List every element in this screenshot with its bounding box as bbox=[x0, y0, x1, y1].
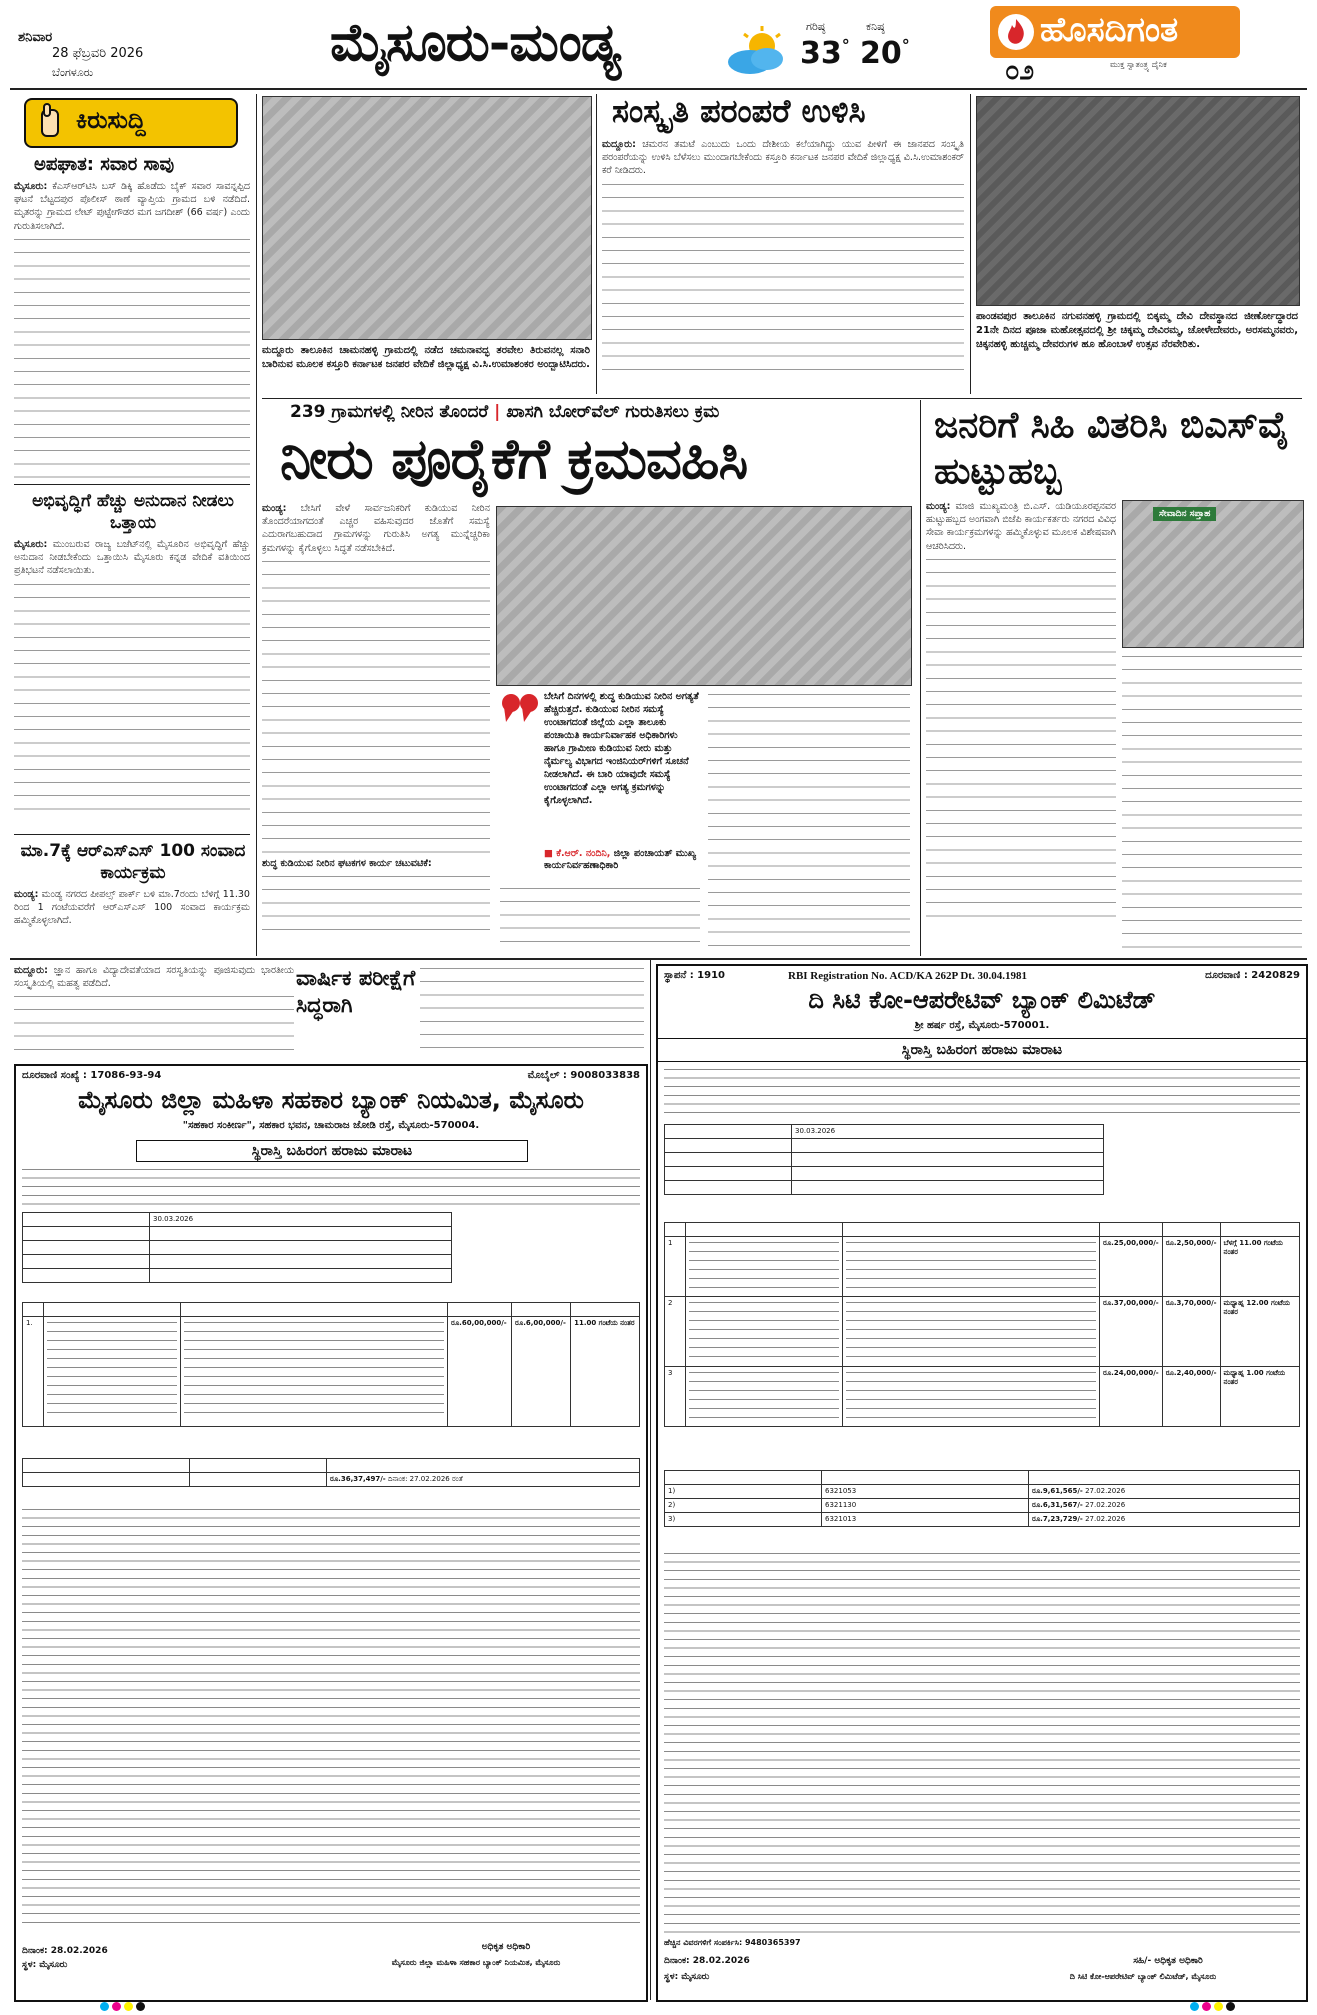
neeru-col3 bbox=[708, 690, 910, 948]
day-label: ಶನಿವಾರ bbox=[18, 30, 53, 45]
ad-right-phone: ದೂರವಾಣಿ : 2420829 bbox=[1205, 970, 1300, 981]
hand-icon bbox=[30, 102, 70, 142]
ad-left-dues-date: ದಿನಾಂಕ: 27.02.2026 ರಂತೆ bbox=[387, 1475, 463, 1483]
sanskruti-title: ಸಂಸ್ಕೃತಿ ಪರಂಪರೆ ಉಳಿಸಿ bbox=[612, 92, 866, 130]
ad-right-row2-reserve: ರೂ.37,00,000/- bbox=[1100, 1297, 1163, 1367]
kirusuddi-label: ಕಿರುಸುದ್ದಿ bbox=[76, 106, 146, 134]
ad-right-officer: ಸಹಿ/- ಅಧಿಕೃತ ಅಧಿಕಾರಿ bbox=[1133, 1956, 1203, 1966]
story3-dateline: ಮಂಡ್ಯ: bbox=[14, 889, 39, 900]
ad-left-time: 11.00 ಗಂಟೆಯ ನಂತರ bbox=[571, 1317, 640, 1427]
neeru-title: ನೀರು ಪೂರೈಕೆಗೆ ಕ್ರಮವಹಿಸಿ bbox=[280, 426, 748, 492]
ad-right-dues-table: 1) 6321053 ರೂ.9,61,565/- 27.02.2026 2) 6321130 ರೂ.6,31,567/- 27.02.2026 3) 6321013 ರೂ.7,23,729/- 27.02.2026 bbox=[664, 1470, 1300, 1527]
bsy-col1 bbox=[926, 500, 1116, 950]
vaarshika-right-filler bbox=[420, 964, 644, 1060]
ad-right-schedule bbox=[664, 1124, 1104, 1195]
ad-left-officer-bank: ಮೈಸೂರು ಜಿಲ್ಲಾ ಮಹಿಳಾ ಸಹಕಾರ ಬ್ಯಾಂಕ್ ನಿಯಮಿತ, ಮೈಸೂರು bbox=[391, 1958, 561, 1967]
ad-right-row1-emd: ರೂ.2,50,000/- bbox=[1162, 1237, 1220, 1297]
max-temp-value: 33 bbox=[800, 36, 842, 71]
neeru-kicker-right: ಖಾಸಗಿ ಬೋರ್‌ವೆಲ್ ಗುರುತಿಸಲು ಕ್ರಮ bbox=[506, 402, 720, 422]
vaarshika-left-filler bbox=[14, 992, 294, 1052]
ad-right bbox=[656, 964, 1308, 2002]
neeru-col1-filler2 bbox=[262, 872, 490, 942]
ad-right-dues3-acc: 6321013 bbox=[822, 1513, 1029, 1527]
story2-lead: ಮುಂಬರುವ ರಾಜ್ಯ ಬಜೆಟ್‌ನಲ್ಲಿ ಮೈಸೂರಿನ ಅಭಿವೃದ್ಧಿಗೆ ಹೆಚ್ಚು ಅನುದಾನ ನೀಡಬೇಕೆಂದು ಒತ್ತಾಯಿಸಿ ಮೈಸೂರು ಕನ್ನಡ ವೇದಿಕೆ ವತಿಯಿಂದ ಪ್ರತಿಭಟನೆ ನಡೆಸಲಾಯಿತು. bbox=[14, 539, 250, 577]
min-temp bbox=[860, 36, 910, 71]
ad-right-dues2-date: 27.02.2026 bbox=[1085, 1501, 1126, 1509]
page-number: ೦೨ bbox=[1005, 56, 1035, 86]
story3-body bbox=[14, 888, 250, 954]
registration-marks-left bbox=[100, 1996, 148, 2015]
neeru-quote-by: ಕೆ.ಆರ್. ನಂದಿನಿ, bbox=[556, 848, 611, 859]
ad-left-row-label bbox=[23, 1213, 150, 1227]
ad-right-dues3-date: 27.02.2026 bbox=[1085, 1515, 1126, 1523]
neeru-col2-filler bbox=[500, 884, 700, 948]
vaarshika-title: ವಾರ್ಷಿಕ ಪರೀಕ್ಷೆಗೆ ಸಿದ್ಧರಾಗಿ bbox=[296, 965, 416, 1017]
ad-left-place: ಸ್ಥಳ: ಮೈಸೂರು bbox=[22, 1960, 68, 1970]
weather-icon bbox=[722, 26, 792, 76]
neeru-quote-box bbox=[500, 690, 700, 880]
ad-right-row3-emd: ರೂ.2,40,000/- bbox=[1162, 1367, 1220, 1427]
max-temp-degree: ° bbox=[841, 36, 850, 55]
story1-lead: ಕೆಎಸ್‌ಆರ್‌ಟಿಸಿ ಬಸ್ ಡಿಕ್ಕಿ ಹೊಡೆದು ಬೈಕ್ ಸವಾರ ಸಾವನ್ನಪ್ಪಿದ ಘಟನೆ ಬೆಟ್ಟದಪುರ ಪೊಲೀಸ್ ಠಾಣೆ ವ್ಯಾಪ್ತಿಯ ಗ್ರಾಮದ ಬಳಿ ನಡೆದಿದೆ. ಮೃತರನ್ನು ಗ್ರಾಮದ ಲೇಟ್ ಪುಟ್ಟೇಗೌಡರ ಮಗ ಜಗದೀಶ್ (66 ವರ್ಷ) ಎಂದು ಗುರುತಿಸಲಾಗಿದೆ. bbox=[14, 181, 250, 232]
neeru-quote-role: ಜಿಲ್ಲಾ ಪಂಚಾಯತ್ ಮುಖ್ಯ ಕಾರ್ಯನಿರ್ವಹಣಾಧಿಕಾರಿ bbox=[544, 848, 697, 871]
neeru-kicker: 239 ಗ್ರಾಮಗಳಲ್ಲಿ ನೀರಿನ ತೊಂದರೆ | ಖಾಸಗಿ ಬೋರ್‌ವೆಲ್ ಗುರುತಿಸಲು ಕ್ರಮ bbox=[290, 402, 720, 422]
ad-right-row1-time: ಬೆಳಗ್ಗೆ 11.00 ಗಂಟೆಯ ನಂತರ bbox=[1220, 1237, 1299, 1297]
ad-left-emd: ರೂ.6,00,000/- bbox=[512, 1317, 571, 1427]
bsy-dateline: ಮಂಡ್ಯ: bbox=[926, 501, 951, 512]
ad-right-row1-reserve: ರೂ.25,00,000/- bbox=[1100, 1237, 1163, 1297]
photo-inauguration bbox=[262, 96, 592, 340]
brand-tagline: ಮುಕ್ತ ಸ್ವಾತಂತ್ರ್ಯ ದೈನಿಕ bbox=[1110, 60, 1167, 69]
ad-right-rbi: RBI Registration No. ACD/KA 262P Dt. 30.04.1981 bbox=[788, 970, 1027, 982]
date-label: 28 ಫೆಬ್ರವರಿ 2026 bbox=[52, 46, 144, 61]
sanskruti-dateline: ಮದ್ದೂರು: bbox=[602, 139, 636, 150]
ad-left-auction-date: 30.03.2026 bbox=[150, 1213, 452, 1227]
bsy-col1-filler bbox=[926, 555, 1116, 925]
vaarshika-right bbox=[420, 964, 644, 1060]
ad-right-dues1-amount: ರೂ.9,61,565/- bbox=[1032, 1487, 1083, 1495]
ad-right-officer-bank: ದಿ ಸಿಟಿ ಕೋ-ಆಪರೇಟಿವ್ ಬ್ಯಾಂಕ್ ಲಿಮಿಟೆಡ್, ಮೈಸೂರು bbox=[1069, 1972, 1217, 1981]
vaarshika-dateline: ಮದ್ದೂರು: bbox=[14, 965, 48, 976]
ad-left-schedule bbox=[22, 1212, 452, 1283]
photo2-caption: ಪಾಂಡವಪುರ ತಾಲೂಕಿನ ನಗುವನಹಳ್ಳಿ ಗ್ರಾಮದಲ್ಲಿ ಬಿಕ್ಕಮ್ಮ ದೇವಿ ದೇವಸ್ಥಾನದ ಜೀರ್ಣೋದ್ಧಾರದ 21ನೇ ದಿನದ ಪೂಜಾ ಮಹೋತ್ಸವದಲ್ಲಿ ಶ್ರೀ ಚಿಕ್ಕಮ್ಮ ದೇವಿರಮ್ಮ, ಚೋಳೇದೇವರು, ಅರಸಮ್ಮನವರು, ಚಿಕ್ಕನಹಳ್ಳಿ ಹುಚ್ಚಮ್ಮ ದೇವರುಗಳ ಹೂ ಹೊಂಬಾಳೆ ಉತ್ಸವ ನೆರವೇರಿತು. bbox=[976, 311, 1298, 350]
ad-right-row3-sl: 3 bbox=[665, 1367, 686, 1427]
flame-icon bbox=[998, 14, 1034, 50]
min-temp-value: 20 bbox=[860, 36, 902, 71]
story1-title: ಅಪಘಾತ: ಸವಾರ ಸಾವು bbox=[34, 154, 175, 175]
ad-right-date: ದಿನಾಂಕ: 28.02.2026 bbox=[664, 1956, 750, 1966]
neeru-lead: ಬೇಸಿಗೆ ವೇಳೆ ಸಾರ್ವಜನಿಕರಿಗೆ ಕುಡಿಯುವ ನೀರಿನ ತೊಂದರೆಯಾಗದಂತೆ ಎಚ್ಚರ ವಹಿಸುವುದರ ಜೊತೆಗೆ ಸಮಸ್ಯೆ ಎದುರಾಗಬಹುದಾದ ಗ್ರಾಮಗಳನ್ನು ಗುರುತಿಸಿ ಅಗತ್ಯ ಮುನ್ನೆಚ್ಚರಿಕಾ ಕ್ರಮಗಳನ್ನು ಕೈಗೊಳ್ಳಲು ಸಿದ್ಧತೆ ನಡೆಸಬೇಕಿದೆ. bbox=[262, 503, 490, 554]
ad-right-row2-time: ಮಧ್ಯಾಹ್ನ 12.00 ಗಂಟೆಯ ನಂತರ bbox=[1220, 1297, 1299, 1367]
masthead bbox=[0, 0, 1317, 90]
sanskruti-filler bbox=[602, 180, 964, 380]
neeru-dateline: ಮಂಡ್ಯ: bbox=[262, 503, 287, 514]
bsy-title: ಜನರಿಗೆ ಸಿಹಿ ವಿತರಿಸಿ ಬಿಎಸ್‌ವೈ ಹುಟ್ಟುಹಬ್ಬ bbox=[934, 404, 1289, 492]
photo1-caption: ಮದ್ದೂರು ತಾಲೂಕಿನ ಚಾಮನಹಳ್ಳಿ ಗ್ರಾಮದಲ್ಲಿ ನಡೆದ ಚಮನಾವದ್ಭ ತರವೇಲ ತಿರುವನಲ್ಲ ಸನಾರಿ ಬಾರಿನುವ ಮೂಲಕ ಕಸ್ತೂರಿ ಕರ್ನಾಟಕ ಜನಪರ ವೇದಿಕೆ ಜಿಲ್ಲಾಧ್ಯಕ್ಷ ವಿ.ಸಿ.ಉಮಾಶಂಕರ ಅಂದ್ಬಾಟಿಸಿದರು. bbox=[262, 345, 590, 370]
story2-dateline: ಮೈಸೂರು: bbox=[14, 539, 48, 550]
ad-left bbox=[14, 1064, 648, 2002]
ad-right-contact: ಹೆಚ್ಚಿನ ವಿವರಗಳಿಗೆ ಸಂಪರ್ಕಿಸಿ: 9480365397 bbox=[664, 1938, 801, 1947]
ad-right-address: ಶ್ರೀ ಹರ್ಷ ರಸ್ತೆ, ಮೈಸೂರು-570001. bbox=[914, 1020, 1050, 1031]
story3-title: ಮಾ.7ಕ್ಕೆ ಆರ್‌ಎಸ್‌ಎಸ್ 100 ಸಂವಾದ ಕಾರ್ಯಕ್ರಮ bbox=[20, 841, 246, 883]
neeru-col2-lower bbox=[500, 884, 700, 948]
registration-marks-right bbox=[1190, 1996, 1238, 2015]
ad-left-mobile: ಮೊಬೈಲ್ : 9008033838 bbox=[527, 1070, 640, 1081]
ad-right-place: ಸ್ಥಳ: ಮೈಸೂರು bbox=[664, 1972, 710, 1982]
edition-title: ಮೈಸೂರು-ಮಂಡ್ಯ bbox=[330, 12, 621, 73]
story2-filler bbox=[14, 580, 250, 820]
ad-left-date: ದಿನಾಂಕ: 28.02.2026 bbox=[22, 1946, 108, 1956]
kirusuddi-label-box bbox=[24, 98, 238, 148]
bsy-col2-filler bbox=[1122, 652, 1302, 950]
ad-left-bank-name: ಮೈಸೂರು ಜಿಲ್ಲಾ ಮಹಿಳಾ ಸಹಕಾರ ಬ್ಯಾಂಕ್ ನಿಯಮಿತ, ಮೈಸೂರು bbox=[78, 1086, 584, 1114]
ad-left-property-table: 1. ರೂ.60,00,000/- ರೂ.6,00,000/- 11.00 ಗಂಟೆಯ ನಂತರ bbox=[22, 1302, 640, 1427]
ad-right-property-table bbox=[664, 1222, 1300, 1427]
photo-festival bbox=[976, 96, 1300, 306]
vaarshika-left bbox=[14, 964, 294, 1060]
ad-right-row3-time: ಮಧ್ಯಾಹ್ನ 1.00 ಗಂಟೆಯ ನಂತರ bbox=[1220, 1367, 1299, 1427]
ad-right-auction-date: 30.03.2026 bbox=[792, 1125, 1104, 1139]
story2-body bbox=[14, 538, 250, 828]
photo-bsy bbox=[1122, 500, 1304, 648]
ad-right-row2-emd: ರೂ.3,70,000/- bbox=[1162, 1297, 1220, 1367]
ad-right-row2-sl: 2 bbox=[665, 1297, 686, 1367]
brand-name: ಹೊಸದಿಗಂತ bbox=[1040, 10, 1179, 50]
story1-filler bbox=[14, 235, 250, 480]
ad-left-reserve: ರೂ.60,00,000/- bbox=[448, 1317, 512, 1427]
ad-left-officer: ಅಧಿಕೃತ ಅಧಿಕಾರಿ bbox=[481, 1942, 531, 1952]
max-temp-label: ಗರಿಷ್ಠ bbox=[806, 20, 826, 33]
neeru-col1 bbox=[262, 502, 490, 950]
story1-body bbox=[14, 180, 250, 480]
bsy-lead: ಮಾಜಿ ಮುಖ್ಯಮಂತ್ರಿ ಬಿ.ಎಸ್. ಯಡಿಯೂರಪ್ಪನವರ ಹುಟ್ಟುಹಬ್ಬದ ಅಂಗವಾಗಿ ಬಿಜೆಪಿ ಕಾರ್ಯಕರ್ತರು ನಗರದ ವಿವಿಧ ಸೇವಾ ಕಾರ್ಯಕ್ರಮಗಳನ್ನು ಹಮ್ಮಿಕೊಳ್ಳುವ ಮೂಲಕ ವಿಶೇಷವಾಗಿ ಆಚರಿಸಿದರು. bbox=[926, 501, 1116, 552]
neeru-kicker-left: 239 ಗ್ರಾಮಗಳಲ್ಲಿ ನೀರಿನ ತೊಂದರೆ bbox=[290, 402, 489, 422]
story3-lead: ಮಂಡ್ಯ ನಗರದ ಪೀಪಲ್ಸ್ ಪಾರ್ಕ್ ಬಳಿ ಮಾ.7ರಂದು ಬೆಳಿಗ್ಗೆ 11.30 ರಿಂದ 1 ಗಂಟೆಯವರೆಗೆ ಆರ್‌ಎಸ್‌ಎಸ್ 100 ಸಂವಾದ ಕಾರ್ಯಕ್ರಮ ಹಮ್ಮಿಕೊಳ್ಳಲಾಗಿದೆ. bbox=[14, 889, 250, 927]
neeru-subhead: ಶುದ್ಧ ಕುಡಿಯುವ ನೀರಿನ ಘಟಕಗಳ ಕಾರ್ಯ ಚಟುವಟಿಕೆ: bbox=[262, 857, 432, 869]
story1-dateline: ಮೈಸೂರು: bbox=[14, 181, 48, 192]
quote-icon bbox=[500, 690, 540, 730]
neeru-col3-filler bbox=[708, 690, 910, 948]
ad-right-row3-reserve: ರೂ.24,00,000/- bbox=[1100, 1367, 1163, 1427]
ad-right-estd: ಸ್ಥಾಪನೆ : 1910 bbox=[664, 970, 726, 981]
city-label: ಬೆಂಗಳೂರು bbox=[52, 66, 94, 79]
ad-left-phone: ದೂರವಾಣಿ ಸಂಖ್ಯೆ : 17086-93-94 bbox=[22, 1070, 162, 1081]
ad-left-dues-table bbox=[22, 1458, 640, 1487]
sanskruti-lead: ಚಮರನ ತಮಟೆ ಎಂಬುದು ಒಂದು ದೇಶೀಯ ಕಲೆಯಾಗಿದ್ದು ಯುವ ಪೀಳಿಗೆ ಈ ಜಾನಪದ ಸಂಸ್ಕೃತಿ ಪರಂಪರೆಯನ್ನು ಉಳಿಸಿ ಬೆಳೆಸಲು ಮುಂದಾಗಬೇಕೆಂದು ಕಸ್ತೂರಿ ಕರ್ನಾಟಕ ಜನಪರ ವೇದಿಕೆ ಜಿಲ್ಲಾಧ್ಯಕ್ಷ ವಿ.ಸಿ.ಉಮಾಶಂಕರ್ ಕರೆ ನೀಡಿದರು. bbox=[602, 139, 964, 177]
ad-right-dues1-date: 27.02.2026 bbox=[1085, 1487, 1126, 1495]
vaarshika-lead: ಜ್ಞಾನ ಹಾಗೂ ವಿದ್ಯಾದೇವತೆಯಾದ ಸರಸ್ವತಿಯನ್ನು ಪೂಜಿಸುವುದು ಭಾರತೀಯ ಸಂಸ್ಕೃತಿಯಲ್ಲಿ ಮಹತ್ವ ಪಡೆದಿದೆ. bbox=[14, 965, 294, 990]
ad-left-notice: ಸ್ಥಿರಾಸ್ತಿ ಬಹಿರಂಗ ಹರಾಜು ಮಾರಾಟ bbox=[136, 1140, 528, 1162]
min-temp-label: ಕನಿಷ್ಠ bbox=[866, 20, 885, 33]
ad-right-dues2-acc: 6321130 bbox=[822, 1499, 1029, 1513]
kirusuddi-column bbox=[14, 94, 250, 956]
ad-right-terms bbox=[664, 1550, 1300, 1934]
neeru-quote-text: ಬೇಸಿಗೆ ದಿನಗಳಲ್ಲಿ ಶುದ್ಧ ಕುಡಿಯುವ ನೀರಿನ ಅಗತ್ಯತೆ ಹೆಚ್ಚಿರುತ್ತದೆ. ಕುಡಿಯುವ ನೀರಿನ ಸಮಸ್ಯೆ ಉಂಟಾಗದಂತೆ ಜಿಲ್ಲೆಯ ಎಲ್ಲಾ ತಾಲೂಕು ಪಂಚಾಯಿತಿ ಕಾರ್ಯನಿರ್ವಾಹಕ ಅಧಿಕಾರಿಗಳು ಹಾಗೂ ಗ್ರಾಮೀಣ ಕುಡಿಯುವ ನೀರು ಮತ್ತು ನೈರ್ಮಲ್ಯ ವಿಭಾಗದ ಇಂಜಿನಿಯರ್‌ಗಳಿಗೆ ಸೂಚನೆ ನೀಡಲಾಗಿದೆ. ಈ ಬಾರಿ ಯಾವುದೇ ಸಮಸ್ಯೆ ಉಂಟಾಗದಂತೆ ಎಲ್ಲಾ ಅಗತ್ಯ ಕ್ರಮಗಳನ್ನು ಕೈಗೊಳ್ಳಲಾಗಿದೆ. bbox=[544, 691, 699, 806]
ad-right-row1-sl: 1 bbox=[665, 1237, 686, 1297]
ad-right-dues2-amount: ರೂ.6,31,567/- bbox=[1032, 1501, 1083, 1509]
min-temp-degree: ° bbox=[901, 36, 910, 55]
max-temp bbox=[800, 36, 850, 71]
bsy-photo-banner: ಸೇವಾದಿನ ಸಪ್ತಾಹ bbox=[1153, 507, 1216, 521]
ad-left-address: "ಸಹಕಾರ ಸಂಕೀರ್ಣ", ಸಹಕಾರ ಭವನ, ಚಾಮರಾಜ ಜೋಡಿ ರಸ್ತೆ, ಮೈಸೂರು-570004. bbox=[182, 1120, 480, 1131]
ad-right-preamble bbox=[664, 1066, 1300, 1118]
sanskruti-body bbox=[602, 138, 964, 392]
ad-left-terms bbox=[22, 1506, 640, 1926]
neeru-col1-filler bbox=[262, 557, 490, 857]
ad-right-bank-name: ದಿ ಸಿಟಿ ಕೋ-ಆಪರೇಟಿವ್ ಬ್ಯಾಂಕ್ ಲಿಮಿಟೆಡ್ bbox=[808, 986, 1156, 1014]
story2-title: ಅಭಿವೃದ್ಧಿಗೆ ಹೆಚ್ಚು ಅನುದಾನ ನೀಡಲು ಒತ್ತಾಯ bbox=[32, 491, 234, 533]
ad-right-dues3-amount: ರೂ.7,23,729/- bbox=[1032, 1515, 1083, 1523]
neeru-quote-byline: ■ ಕೆ.ಆರ್. ನಂದಿನಿ, ಜಿಲ್ಲಾ ಪಂಚಾಯತ್ ಮುಖ್ಯ ಕಾರ್ಯನಿರ್ವಹಣಾಧಿಕಾರಿ bbox=[544, 848, 697, 871]
ad-left-preamble bbox=[22, 1166, 640, 1208]
photo-water-plant bbox=[496, 506, 912, 686]
ad-right-dues1-acc: 6321053 bbox=[822, 1485, 1029, 1499]
ad-left-dues: ರೂ.36,37,497/- bbox=[330, 1475, 386, 1483]
bsy-col2 bbox=[1122, 652, 1302, 950]
ad-right-notice: ಸ್ಥಿರಾಸ್ತಿ ಬಹಿರಂಗ ಹರಾಜು ಮಾರಾಟ bbox=[658, 1038, 1306, 1062]
